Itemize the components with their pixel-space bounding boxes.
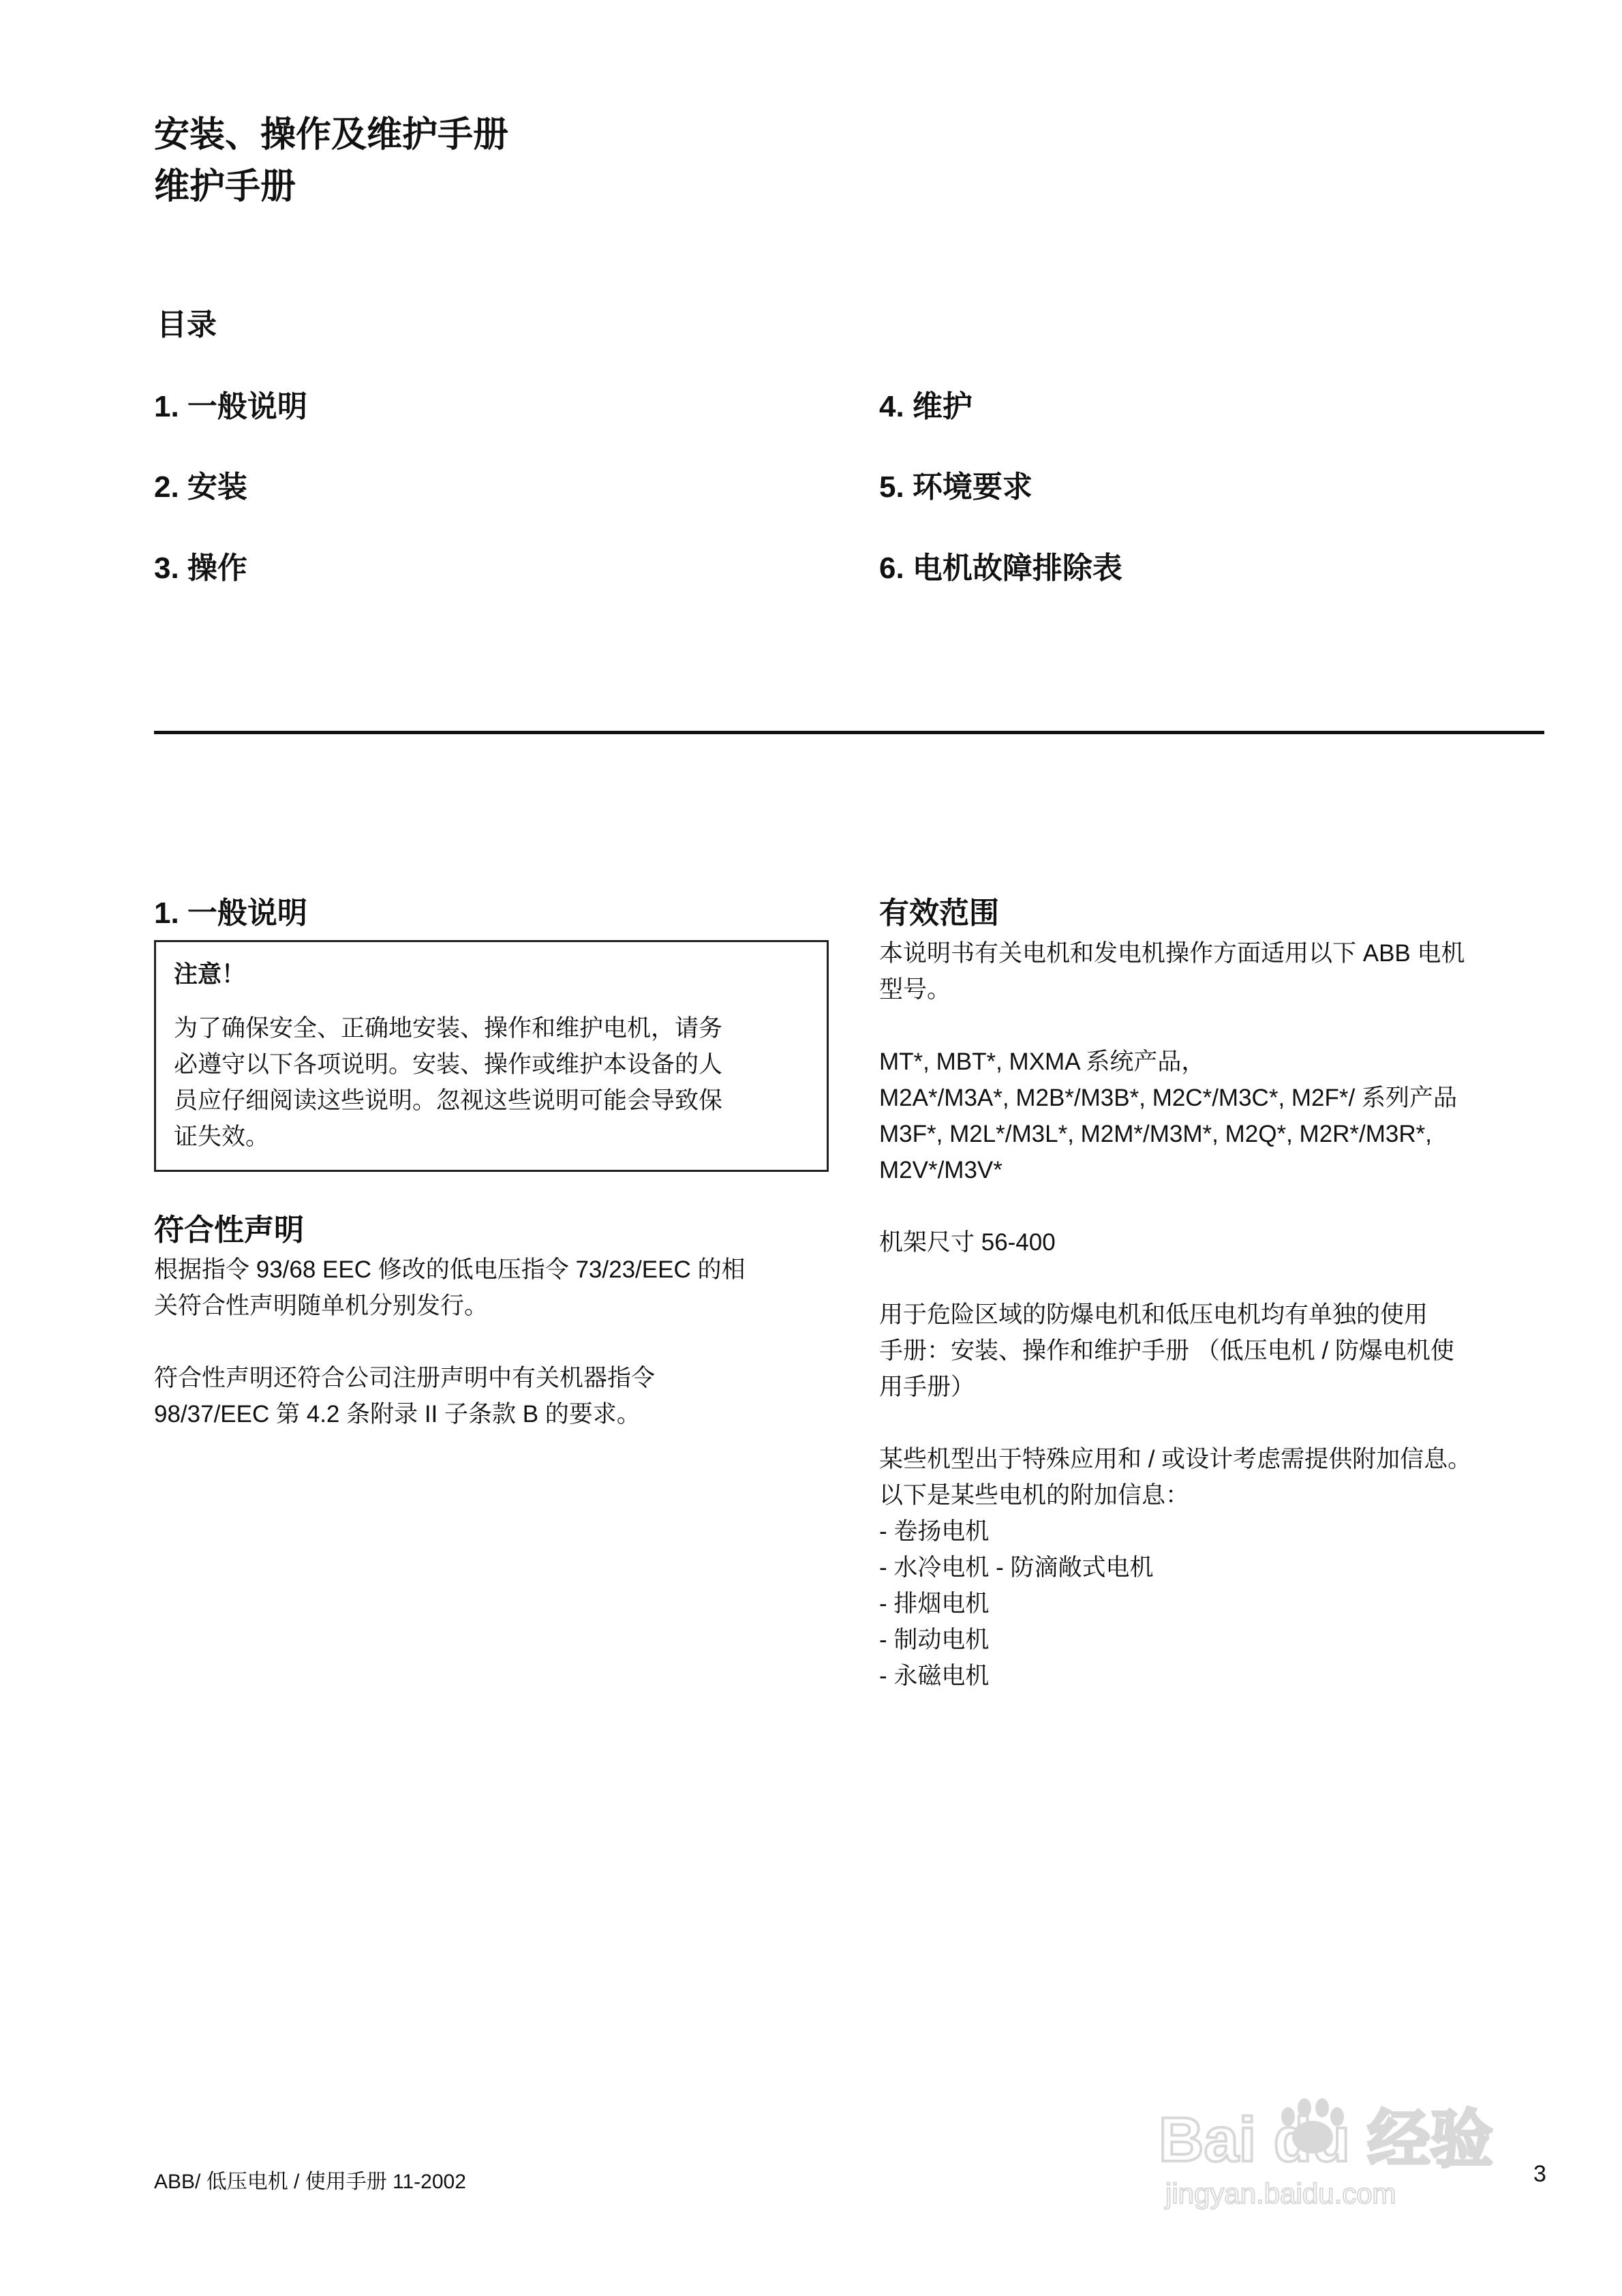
scope-body bbox=[879, 935, 1547, 1694]
conformity-line: 根据指令 93/68 EEC 修改的低电压指令 73/23/EEC 的相 bbox=[154, 1256, 746, 1283]
conformity-line: 98/37/EEC 第 4.2 条附录 II 子条款 B 的要求。 bbox=[154, 1401, 641, 1428]
conformity-heading: 符合性声明 bbox=[154, 1213, 304, 1247]
motor-list-item: - 排烟电机 bbox=[879, 1590, 990, 1617]
section-1-heading: 1. 一般说明 bbox=[154, 896, 307, 930]
scope-extra-line: 某些机型出于特殊应用和 / 或设计考虑需提供附加信息。 bbox=[879, 1446, 1472, 1472]
scope-heading: 有效范围 bbox=[879, 896, 999, 930]
note-line: 员应仔细阅读这些说明。忽视这些说明可能会导致保 bbox=[174, 1087, 723, 1114]
toc-item-6[interactable]: 6. 电机故障排除表 bbox=[879, 552, 1122, 585]
watermark-line-1: Bai du 经验 bbox=[1159, 2105, 1493, 2175]
motor-list-item: - 永磁电机 bbox=[879, 1663, 990, 1689]
watermark-line-2: jingyan.baidu.com bbox=[1165, 2177, 1396, 2209]
section-divider bbox=[154, 731, 1544, 734]
scope-intro-line: 本说明书有关电机和发电机操作方面适用以下 ABB 电机 bbox=[879, 940, 1465, 967]
scope-hazard-line: 用于危险区域的防爆电机和低压电机均有单独的使用 bbox=[879, 1301, 1428, 1328]
document-title bbox=[154, 109, 508, 213]
toc-item-5[interactable]: 5. 环境要求 bbox=[879, 470, 1032, 504]
scope-hazard-line: 用手册） bbox=[879, 1374, 975, 1400]
note-box bbox=[154, 940, 829, 1172]
motor-list-item: - 卷扬电机 bbox=[879, 1518, 990, 1545]
conformity-line: 符合性声明还符合公司注册声明中有关机器指令 bbox=[154, 1365, 656, 1391]
note-line: 为了确保安全、正确地安装、操作和维护电机，请务 bbox=[174, 1015, 723, 1042]
note-text bbox=[174, 1010, 809, 1155]
scope-model-line: M3F*, M2L*/M3L*, M2M*/M3M*, M2Q*, M2R*/M3R*, bbox=[879, 1121, 1433, 1147]
title-line-1: 安装、操作及维护手册 bbox=[154, 115, 509, 155]
scope-extra-line: 以下是某些电机的附加信息： bbox=[879, 1482, 1190, 1509]
toc-heading: 目录 bbox=[157, 308, 217, 342]
conformity-line: 关符合性声明随单机分别发行。 bbox=[154, 1293, 489, 1319]
motor-list-item: - 水冷电机 - 防滴敞式电机 bbox=[879, 1554, 1154, 1581]
title-line-2: 维护手册 bbox=[154, 167, 296, 207]
scope-model-line: M2V*/M3V* bbox=[879, 1157, 1003, 1183]
footer-text: ABB/ 低压电机 / 使用手册 11-2002 bbox=[154, 2171, 466, 2193]
scope-model-line: M2A*/M3A*, M2B*/M3B*, M2C*/M3C*, M2F*/ 系列产品 bbox=[879, 1085, 1457, 1111]
conformity-body bbox=[154, 1252, 836, 1432]
scope-model-line: MT*, MBT*, MXMA 系统产品， bbox=[879, 1048, 1206, 1075]
toc-item-3[interactable]: 3. 操作 bbox=[154, 552, 247, 585]
toc-item-2[interactable]: 2. 安装 bbox=[154, 470, 247, 504]
scope-intro-line: 型号。 bbox=[879, 976, 951, 1003]
page-number: 3 bbox=[1533, 2161, 1546, 2187]
note-line: 证失效。 bbox=[174, 1123, 270, 1150]
scope-frame-size: 机架尺寸 56-400 bbox=[879, 1229, 1056, 1256]
scope-hazard-line: 手册：安装、操作和维护手册 （低压电机 / 防爆电机使 bbox=[879, 1338, 1454, 1364]
note-label: 注意！ bbox=[174, 961, 246, 988]
toc-item-1[interactable]: 1. 一般说明 bbox=[154, 390, 307, 423]
baidu-watermark bbox=[1152, 2079, 1533, 2216]
motor-list-item: - 制动电机 bbox=[879, 1627, 990, 1653]
note-line: 必遵守以下各项说明。安装、操作或维护本设备的人 bbox=[174, 1051, 723, 1078]
toc-item-4[interactable]: 4. 维护 bbox=[879, 390, 973, 423]
